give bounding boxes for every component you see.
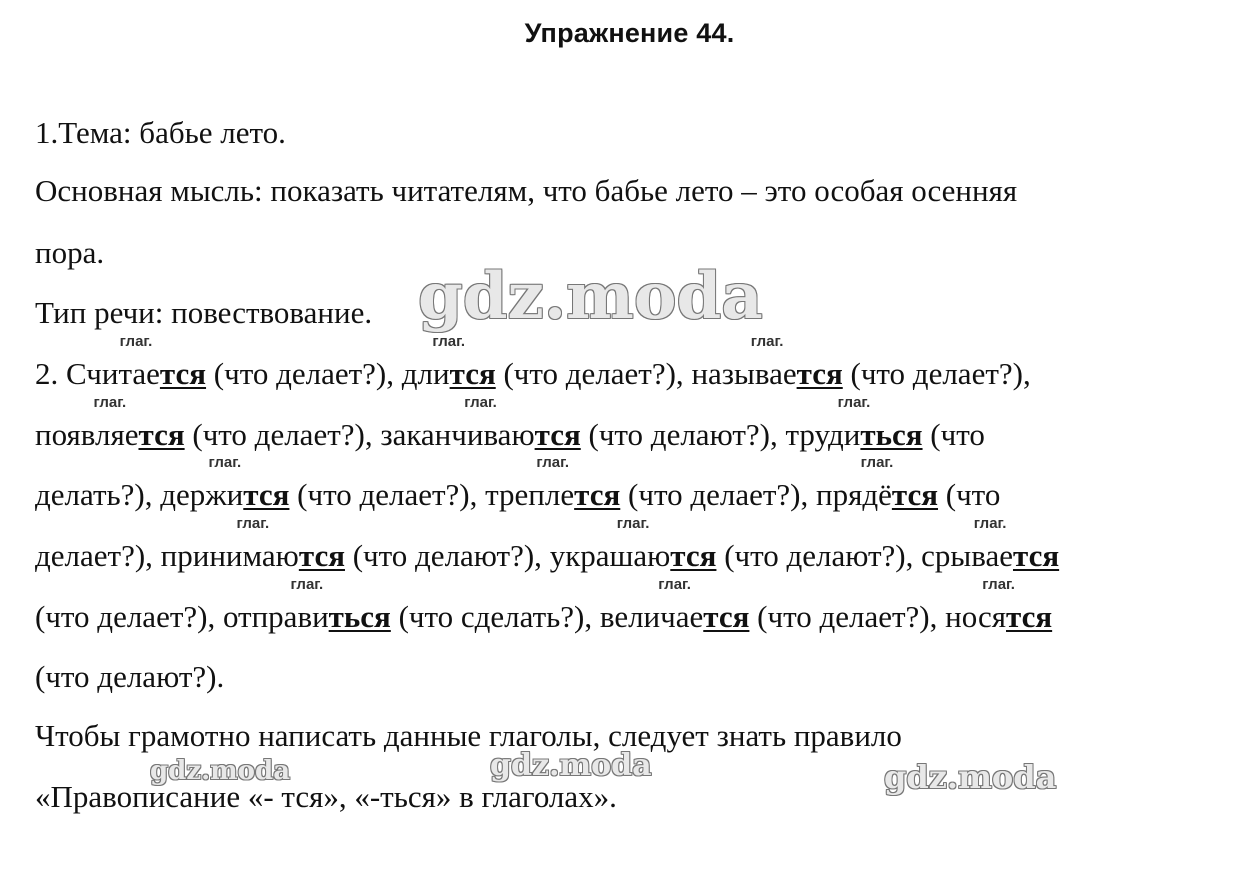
verb-question: (что делает?), bbox=[620, 477, 809, 512]
verb-question: (что делает?), bbox=[842, 356, 1031, 391]
verb-suffix: тся bbox=[449, 356, 496, 391]
verb-mark: глаг. bbox=[464, 394, 497, 411]
verb-mark: глаг. bbox=[750, 333, 784, 350]
speech-type-line: Тип речи: повествование. bbox=[35, 295, 373, 330]
verb-mark: глаг. bbox=[208, 454, 242, 471]
verb-mark: глаг. bbox=[837, 394, 871, 411]
verb-suffix: тся bbox=[574, 477, 621, 512]
verb-suffix: тся bbox=[703, 599, 750, 634]
verb bbox=[401, 333, 496, 391]
verb-stem: труди bbox=[785, 417, 861, 452]
line-start: делает?), bbox=[35, 538, 161, 573]
verbs-line-5 bbox=[35, 576, 1053, 634]
verb-stem: заканчиваю bbox=[380, 417, 535, 452]
verb bbox=[160, 515, 345, 573]
verb bbox=[66, 333, 207, 391]
verb bbox=[549, 515, 717, 573]
verb-question: (что делает?), bbox=[495, 356, 684, 391]
verb-stem: величае bbox=[599, 599, 704, 634]
verb-suffix: тся bbox=[243, 477, 290, 512]
verb-mark: глаг. bbox=[432, 333, 466, 350]
verbs-line-1 bbox=[35, 333, 1031, 391]
verbs-line-4 bbox=[35, 515, 1060, 573]
verb-stem: дли bbox=[401, 356, 450, 391]
verb-question: (что делают?), bbox=[580, 417, 778, 452]
verb-suffix: ться bbox=[328, 599, 391, 634]
item-number: 2. bbox=[35, 356, 66, 391]
watermark-logo: gdz.moda bbox=[150, 756, 291, 786]
rule-name-line: «Правописание «- тся», «-ться» в глаголах». bbox=[35, 779, 617, 814]
verbs-line-3 bbox=[35, 454, 1001, 512]
verb-suffix: ться bbox=[860, 417, 923, 452]
verb bbox=[691, 333, 843, 391]
verb bbox=[35, 394, 185, 452]
verb-mark: глаг. bbox=[236, 515, 270, 532]
verb-stem: появляе bbox=[35, 417, 139, 452]
verb-mark: глаг. bbox=[93, 394, 127, 411]
verb-mark: глаг. bbox=[973, 515, 1007, 532]
verb-stem: нося bbox=[945, 599, 1006, 634]
verb bbox=[599, 576, 750, 634]
exercise-title: Упражнение 44. bbox=[524, 18, 735, 48]
rule-line: Чтобы грамотно написать данные глаголы, следует знать правило bbox=[35, 718, 902, 753]
verb bbox=[222, 576, 391, 634]
verb-suffix: тся bbox=[796, 356, 843, 391]
verb-question: (что делает?), bbox=[206, 356, 394, 391]
verb-suffix: тся bbox=[1006, 599, 1053, 634]
theme-line: 1.Тема: бабье лето. bbox=[35, 115, 286, 150]
verb-stem: называе bbox=[691, 356, 797, 391]
verb-question: (что bbox=[922, 417, 985, 452]
verbs-line-6: (что делают?). bbox=[35, 659, 225, 694]
verb-suffix: тся bbox=[1012, 538, 1060, 573]
line-start: (что делает?), bbox=[35, 599, 223, 634]
verb-stem: срывае bbox=[921, 538, 1013, 573]
verb-stem: отправи bbox=[222, 599, 329, 634]
verb-question: (что делает?), bbox=[184, 417, 373, 452]
main-idea-continuation: пора. bbox=[35, 235, 105, 270]
verb-mark: глаг. bbox=[119, 333, 153, 350]
verb-stem: принимаю bbox=[160, 538, 299, 573]
verb-suffix: тся bbox=[159, 356, 207, 391]
verb-question: (что делает?), bbox=[749, 599, 938, 634]
verb-question: (что сделать?), bbox=[390, 599, 593, 634]
verb-question: (что делает?), bbox=[289, 477, 478, 512]
line-start: делать?), bbox=[35, 477, 161, 512]
verb-stem: держи bbox=[160, 477, 244, 512]
verb-suffix: тся bbox=[298, 538, 345, 573]
verb-suffix: тся bbox=[534, 417, 581, 452]
verb-stem: украшаю bbox=[549, 538, 671, 573]
verb-mark: глаг. bbox=[860, 454, 894, 471]
verb-mark: глаг. bbox=[616, 515, 650, 532]
verb-question: (что делают?), bbox=[716, 538, 914, 573]
verbs-line-2 bbox=[35, 394, 985, 452]
verb bbox=[485, 454, 621, 512]
watermark-logo: gdz.moda bbox=[490, 748, 652, 783]
verb bbox=[921, 515, 1060, 573]
verb-suffix: тся bbox=[138, 417, 185, 452]
main-idea-line: Основная мысль: показать читателям, что бабье лето – это особая осенняя bbox=[35, 173, 1018, 208]
verb bbox=[785, 394, 923, 452]
verb bbox=[945, 576, 1053, 634]
verb-mark: глаг. bbox=[982, 576, 1015, 593]
verb-suffix: тся bbox=[670, 538, 717, 573]
verb-stem: Считае bbox=[66, 356, 160, 391]
watermark-logo: gdz.moda bbox=[418, 259, 763, 334]
verb-mark: глаг. bbox=[658, 576, 691, 593]
verb bbox=[160, 454, 290, 512]
verb bbox=[380, 394, 581, 452]
verb-stem: прядё bbox=[815, 477, 892, 512]
verb-question: (что bbox=[938, 477, 1001, 512]
verb-stem: трепле bbox=[485, 477, 575, 512]
verb bbox=[815, 454, 939, 512]
verb-mark: глаг. bbox=[290, 576, 324, 593]
watermark-logo: gdz.moda bbox=[884, 758, 1057, 796]
verb-mark: глаг. bbox=[536, 454, 570, 471]
verb-question: (что делают?), bbox=[344, 538, 542, 573]
verb-suffix: тся bbox=[891, 477, 939, 512]
